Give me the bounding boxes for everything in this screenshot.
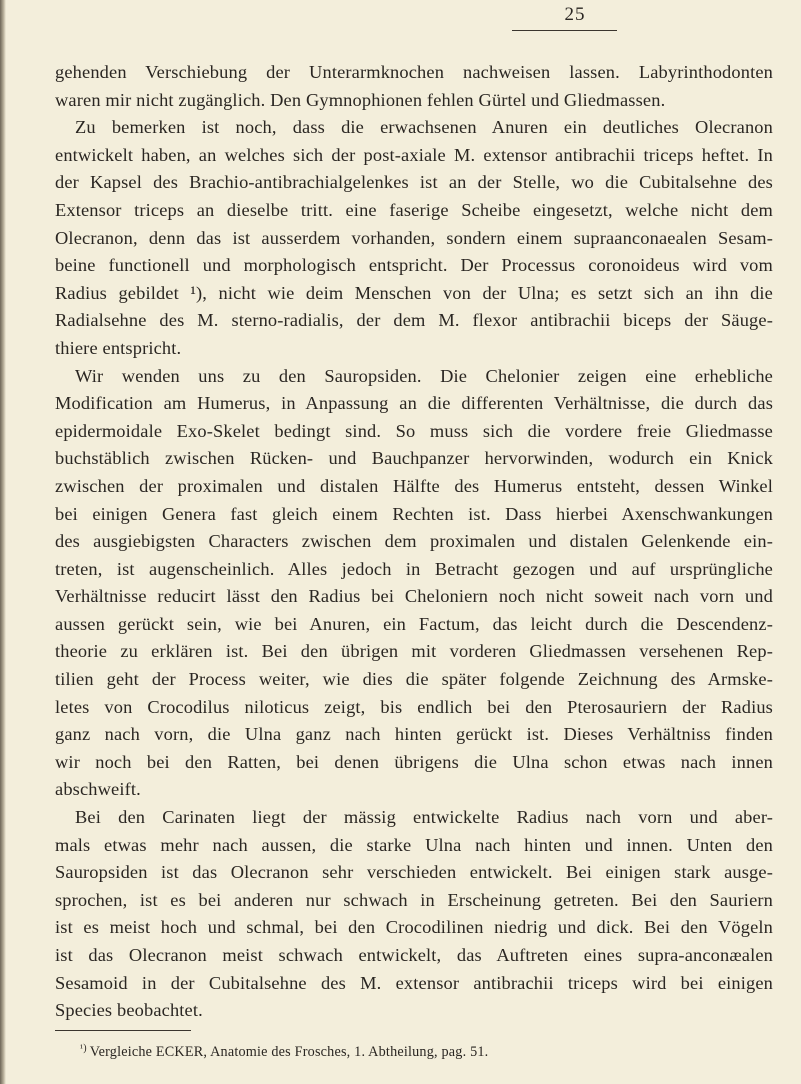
text-line: beine functionell und morphologisch entspricht. Der Processus coronoideus wird vom	[55, 255, 773, 276]
text-line: Radius gebildet ¹), nicht wie deim Menschen von der Ulna; es setzt sich an ihn die	[55, 282, 773, 303]
footnote-rule	[55, 1030, 191, 1031]
page-edge-shadow	[0, 0, 6, 1084]
text-line: buchstäblich zwischen Rücken- und Bauchpanzer hervorwinden, wodurch ein Knick	[55, 448, 773, 469]
text-line: zwischen der proximalen und distalen Hälfte des Humerus entsteht, dessen Winkel	[55, 475, 773, 496]
text-line: ist es meist hoch und schmal, bei den Crocodilinen niedrig und dick. Bei den Vögeln	[55, 917, 773, 938]
text-line: entwickelt haben, an welches sich der post-axiale M. extensor antibrachii triceps heftet. In	[55, 144, 773, 165]
text-line: Wir wenden uns zu den Sauropsiden. Die Chelonier zeigen eine erhebliche	[75, 365, 773, 386]
text-line: Modification am Humerus, in Anpassung an die differenten Verhältnisse, die durch das	[55, 393, 773, 414]
text-line: tilien geht der Process weiter, wie dies die später folgende Zeichnung des Armske-	[55, 669, 773, 690]
text-line: treten, ist augenscheinlich. Alles jedoch in Betracht gezogen und auf ursprüngliche	[55, 558, 773, 579]
text-line: Bei den Carinaten liegt der mässig entwickelte Radius nach vorn und aber-	[75, 807, 773, 828]
text-line: bei einigen Genera fast gleich einem Rechten ist. Dass hierbei Axenschwankungen	[55, 503, 773, 524]
text-line: sprochen, ist es bei anderen nur schwach in Erscheinung getreten. Bei den Sauriern	[55, 889, 773, 910]
footnote	[80, 1039, 488, 1062]
text-line: Verhältnisse reducirt lässt den Radius bei Cheloniern noch nicht soweit nach vorn und	[55, 586, 773, 607]
text-line: Sesamoid in der Cubitalsehne des M. extensor antibrachii triceps wird bei einigen	[55, 972, 773, 993]
text-line: mals etwas mehr nach aussen, die starke Ulna nach hinten und innen. Unten den	[55, 834, 773, 855]
text-line: Zu bemerken ist noch, dass die erwachsenen Anuren ein deutliches Olecranon	[75, 117, 773, 138]
body-text	[55, 59, 773, 1025]
text-line: des ausgiebigsten Characters zwischen dem proximalen und distalen Gelenkende ein-	[55, 531, 773, 552]
text-line: thiere entspricht.	[55, 337, 182, 358]
footnote-marker: ¹)	[80, 1043, 87, 1054]
text-line: Sauropsiden ist das Olecranon sehr verschieden entwickelt. Bei einigen stark ausge-	[55, 862, 773, 883]
text-line: Species beobachtet.	[55, 1000, 203, 1021]
header-rule	[512, 30, 617, 31]
text-line: theorie zu erklären ist. Bei den übrigen mit vorderen Gliedmassen versehenen Rep-	[55, 641, 773, 662]
text-line: Radialsehne des M. sterno-radialis, der dem M. flexor antibrachii biceps der Säuge-	[55, 310, 773, 331]
text-line: der Kapsel des Brachio-antibrachialgelenkes ist an der Stelle, wo die Cubitalsehne des	[55, 172, 773, 193]
text-line: aussen gerückt sein, wie bei Anuren, ein Factum, das leicht durch die Descendenz-	[55, 613, 773, 634]
text-line: gehenden Verschiebung der Unterarmknochen nachweisen lassen. Labyrinthodonten	[55, 62, 773, 82]
footnote-text: Vergleiche ECKER, Anatomie des Frosches, 1. Abtheilung, pag. 51.	[89, 1044, 489, 1060]
text-line: letes von Crocodilus niloticus zeigt, bis endlich bei den Pterosauriern der Radius	[55, 696, 773, 717]
text-line: Olecranon, denn das ist ausserdem vorhanden, sondern einem supraanconaealen Sesam-	[55, 227, 773, 248]
text-line: ist das Olecranon meist schwach entwickelt, das Auftreten eines supra-anconæalen	[55, 945, 773, 965]
text-line: wir noch bei den Ratten, bei denen übrigens die Ulna schon etwas nach innen	[55, 751, 773, 772]
text-line: epidermoidale Exo-Skelet bedingt sind. So muss sich die vordere freie Gliedmasse	[55, 420, 773, 441]
text-line: abschweift.	[55, 779, 141, 800]
text-line: Extensor triceps an dieselbe tritt. eine faserige Scheibe eingesetzt, welche nicht dem	[55, 199, 773, 220]
text-line: waren mir nicht zugänglich. Den Gymnophionen fehlen Gürtel und Gliedmassen.	[55, 89, 666, 110]
text-line: ganz nach vorn, die Ulna ganz nach hinten gerückt ist. Dieses Verhältniss finden	[55, 724, 773, 745]
page-number: 25	[564, 4, 586, 25]
